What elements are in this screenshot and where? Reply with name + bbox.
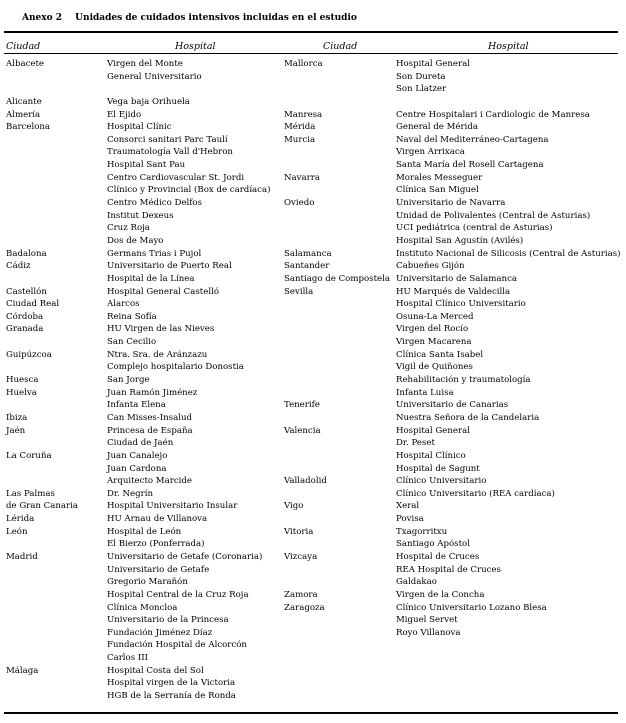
hospital-cell: Clínica Santa Isabel — [396, 349, 484, 360]
city-cell: Manresa — [284, 109, 323, 120]
hospital-cell: Txagorritxu — [396, 526, 448, 537]
city-cell — [284, 450, 390, 463]
city-cell — [284, 361, 390, 374]
hospital-cell: Vega baja Orihuela — [107, 96, 190, 107]
hospital-cell: Hospital Clínico — [396, 450, 466, 461]
city-cell: Salamanca — [284, 248, 332, 259]
city-cell: Vizcaya — [284, 551, 318, 562]
city-cell — [6, 361, 78, 374]
city-cell: Ibiza — [6, 412, 28, 423]
hospital-cell: Universitario de la Princesa — [107, 615, 229, 626]
city-cell: Santiago de Compostela — [284, 273, 390, 284]
city-cell — [6, 576, 78, 589]
city-cell: Santander — [284, 261, 330, 272]
hospital-cell: Rehabilitación y traumatología — [396, 375, 531, 386]
city-cell — [284, 488, 390, 501]
hospital-cell: General de Mérida — [396, 122, 478, 133]
hospital-cell: Hospital General — [396, 59, 470, 69]
city-cell — [6, 273, 78, 286]
hospital-cell: Infanta Luisa — [396, 387, 454, 398]
hospital-cell: Reina Sofía — [107, 311, 157, 322]
hospital-cell: Consorci sanitari Parc Taulí — [107, 134, 228, 145]
city-cell — [6, 437, 78, 450]
hospital-cell: Virgen del Rocío — [396, 324, 469, 335]
city-cell — [6, 146, 78, 159]
city-cell — [6, 235, 78, 248]
city-cell: Huesca — [6, 375, 39, 386]
hospital-cell: Universitario de Getafe — [107, 564, 210, 575]
hospital-cell: Clínica San Miguel — [396, 185, 479, 196]
hospital-cell: HGB de la Serranía de Ronda — [107, 691, 236, 702]
city-cell: Zaragoza — [284, 602, 325, 613]
hospital-cell: Hospital de la Línea — [107, 273, 195, 284]
city-cell — [6, 639, 78, 652]
hospital-cell: Universitario de Puerto Real — [107, 261, 232, 272]
header-hospital-right: Hospital — [488, 41, 529, 52]
hospital-cell: Osuna-La Merced — [396, 311, 474, 322]
city-cell — [284, 387, 390, 400]
hospital-cell: Hospital San Agustín (Avilés) — [396, 235, 524, 246]
hospital-cell: Hospital General Castelló — [107, 286, 219, 297]
hospital-cell: Instituto Nacional de Silicosis (Central de Asturias) — [396, 248, 621, 259]
hospital-cell: Hospital Sant Pau — [107, 160, 186, 171]
hospital-cell: Clínico Universitario Lozano Blesa — [396, 602, 547, 613]
hospital-cell: Royo Villanova — [396, 627, 461, 638]
hospital-cell: Nuestra Señora de la Candelaria — [396, 412, 540, 423]
hospital-cell: Virgen Arrixaca — [396, 147, 465, 158]
city-cell: Cádiz — [6, 261, 31, 272]
right-city-column — [284, 58, 390, 639]
city-cell — [284, 564, 390, 577]
city-cell — [284, 437, 390, 450]
city-cell — [284, 184, 390, 197]
city-cell — [6, 197, 78, 210]
city-cell: Guipúzcoa — [6, 349, 52, 360]
hospital-cell: Povisa — [396, 514, 424, 525]
hospital-cell: UCI pediátrica (central de Asturias) — [396, 223, 553, 234]
city-cell — [284, 349, 390, 362]
city-cell — [6, 475, 78, 488]
city-cell: Oviedo — [284, 198, 315, 209]
hospital-cell: Clínico Universitario (REA cardíaca) — [396, 488, 555, 499]
hospital-cell: Universitario de Getafe (Coronaria) — [107, 551, 263, 562]
city-cell: Murcia — [284, 134, 316, 145]
hospital-cell: Fundación Jiménez Díaz — [107, 627, 213, 638]
city-cell: Barcelona — [6, 122, 51, 133]
hospital-cell: San Jorge — [107, 375, 150, 386]
city-cell — [6, 463, 78, 476]
city-cell — [6, 172, 78, 185]
city-cell — [284, 614, 390, 627]
city-cell — [6, 614, 78, 627]
hospital-cell: Galdakao — [396, 577, 437, 588]
city-cell: Vigo — [284, 501, 304, 512]
hospital-cell: REA Hospital de Cruces — [396, 564, 501, 575]
city-cell — [284, 83, 390, 96]
city-cell — [284, 222, 390, 235]
city-cell — [6, 399, 78, 412]
hospital-cell: Clínico y Provincial (Box de cardíaca) — [107, 185, 271, 196]
hospital-cell: Cruz Roja — [107, 223, 150, 234]
city-cell — [284, 235, 390, 248]
city-cell: Ciudad Real — [6, 299, 60, 310]
left-city-column — [6, 58, 78, 703]
city-cell: Córdoba — [6, 311, 44, 322]
city-cell: Valladolid — [284, 476, 327, 487]
city-cell: Málaga — [6, 665, 39, 676]
hospital-cell — [107, 83, 270, 96]
hospital-cell: Centro Médico Delfos — [107, 198, 203, 209]
hospital-cell: Hospital de Cruces — [396, 551, 480, 562]
hospital-cell: Juan Cardona — [107, 463, 167, 474]
city-cell — [284, 513, 390, 526]
hospital-cell: Gregorio Marañón — [107, 577, 188, 588]
hospital-cell: General Universitario — [107, 71, 202, 82]
hospital-cell: Complejo hospitalario Donostia — [107, 362, 244, 373]
hospital-cell: Unidad de Polivalentes (Central de Asturias) — [396, 210, 591, 221]
header-city-right: Ciudad — [323, 41, 358, 52]
right-hospital-column — [396, 58, 621, 639]
city-cell — [6, 538, 78, 551]
hospital-cell: Ntra. Sra. de Aránzazu — [107, 349, 208, 360]
header-hospital-left: Hospital — [175, 41, 216, 52]
city-cell: Zamora — [284, 589, 318, 600]
city-cell — [6, 690, 78, 703]
top-rule — [4, 31, 618, 33]
hospital-cell: Virgen de la Concha — [396, 589, 485, 600]
hospital-cell: Universitario de Salamanca — [396, 273, 518, 284]
city-cell — [284, 159, 390, 172]
city-cell: Sevilla — [284, 286, 314, 297]
city-cell — [284, 96, 390, 109]
hospital-cell: Princesa de España — [107, 425, 193, 436]
bottom-rule — [4, 712, 618, 714]
city-cell: Tenerife — [284, 400, 320, 411]
city-cell — [6, 184, 78, 197]
annex-label: Anexo 2 — [22, 13, 63, 23]
city-cell: Mérida — [284, 122, 316, 133]
city-cell: Badalona — [6, 248, 47, 259]
city-cell — [284, 298, 390, 311]
hospital-cell: Ciudad de Jaén — [107, 438, 174, 449]
hospital-cell: San Cecilio — [107, 337, 157, 348]
city-cell — [6, 652, 78, 665]
hospital-cell: Miguel Servet — [396, 615, 458, 626]
city-cell — [6, 589, 78, 602]
city-cell — [6, 564, 78, 577]
hospital-cell: Virgen del Monte — [107, 59, 183, 69]
hospital-cell: Naval del Mediterráneo-Cartagena — [396, 134, 549, 145]
city-cell: Mallorca — [284, 59, 323, 69]
city-cell: Madrid — [6, 551, 38, 562]
city-cell — [6, 336, 78, 349]
hospital-cell: El Ejido — [107, 109, 142, 120]
hospital-cell: Carlos III — [107, 653, 149, 664]
city-cell — [6, 210, 78, 223]
hospital-cell: Juan Ramón Jiménez — [107, 387, 198, 398]
city-cell: Alicante — [6, 96, 42, 107]
city-cell: Lérida — [6, 514, 35, 525]
hospital-cell: Juan Canalejo — [107, 450, 168, 461]
hospital-cell: Can Misses-Insalud — [107, 412, 192, 423]
hospital-cell: Morales Messeguer — [396, 172, 483, 183]
city-cell — [6, 222, 78, 235]
hospital-cell: El Bierzo (Ponferrada) — [107, 539, 205, 550]
hospital-cell: Hospital de Sagunt — [396, 463, 480, 474]
hospital-cell: Hospital General — [396, 425, 470, 436]
hospital-cell: Santiago Apóstol — [396, 539, 470, 550]
hospital-cell: Xeral — [396, 501, 420, 512]
city-cell — [284, 311, 390, 324]
city-cell: Albacete — [6, 59, 45, 69]
hospital-cell: Son Dureta — [396, 71, 446, 82]
hospital-cell: Santa María del Rosell Cartagena — [396, 160, 544, 171]
hospital-cell: Hospital Costa del Sol — [107, 665, 204, 676]
city-cell — [284, 576, 390, 589]
hospital-cell: Centre Hospitalari i Cardiologic de Manresa — [396, 109, 590, 120]
city-cell: Almería — [6, 109, 41, 120]
hospital-cell: Hospital virgen de la Victoria — [107, 678, 236, 689]
hospital-cell: Institut Dexeus — [107, 210, 174, 221]
hospital-cell: Universitario de Canarias — [396, 400, 509, 411]
city-cell — [6, 677, 78, 690]
city-cell — [6, 627, 78, 640]
table-title — [22, 13, 357, 23]
city-cell — [284, 374, 390, 387]
city-cell — [284, 71, 390, 84]
hospital-cell: Clínica Moncloa — [107, 602, 178, 613]
annex-title-text: Unidades de cuidados intensivos incluidas en el estudio — [75, 13, 357, 23]
city-cell: Granada — [6, 324, 44, 335]
city-cell — [6, 159, 78, 172]
city-cell — [6, 602, 78, 615]
city-cell — [284, 210, 390, 223]
hospital-cell: Traumatología Vall d'Hebron — [107, 147, 233, 158]
hospital-cell: Son Llatzer — [396, 84, 447, 95]
hospital-cell: Dr. Negrín — [107, 488, 154, 499]
city-cell — [284, 463, 390, 476]
city-cell: Navarra — [284, 172, 320, 183]
hospital-cell: HU Marqués de Valdecilla — [396, 286, 511, 297]
hospital-cell — [396, 96, 621, 109]
city-cell: Valencia — [284, 425, 321, 436]
header-rule — [4, 53, 618, 54]
hospital-cell: Hospital Clínic — [107, 122, 172, 133]
hospital-cell: Fundación Hospital de Alcorcón — [107, 640, 247, 651]
hospital-cell: Hospital Central de la Cruz Roja — [107, 589, 249, 600]
city-cell — [6, 71, 78, 84]
city-cell — [284, 323, 390, 336]
city-cell — [284, 627, 390, 640]
hospital-cell: Centro Cardiovascular St. Jordi — [107, 172, 245, 183]
city-cell — [284, 336, 390, 349]
hospital-cell: Hospital de León — [107, 526, 182, 537]
hospital-cell: Infanta Elena — [107, 400, 166, 411]
hospital-cell: Dos de Mayo — [107, 235, 164, 246]
hospital-cell: Dr. Peset — [396, 438, 435, 449]
hospital-cell: Hospital Universitario Insular — [107, 501, 238, 512]
hospital-cell: Vigil de Quiñones — [396, 362, 473, 373]
hospital-cell: Hospital Clínico Universitario — [396, 299, 526, 310]
city-cell: Jaén — [6, 425, 26, 436]
city-cell — [284, 538, 390, 551]
hospital-cell: HU Virgen de las Nieves — [107, 324, 215, 335]
hospital-cell: Universitario de Navarra — [396, 198, 506, 209]
city-cell: Vitoria — [284, 526, 314, 537]
hospital-cell: Virgen Macarena — [396, 337, 472, 348]
hospital-cell: HU Arnau de Villanova — [107, 514, 208, 525]
city-cell — [284, 146, 390, 159]
city-cell — [284, 412, 390, 425]
hospital-cell: Arquitecto Marcide — [107, 476, 192, 487]
city-cell — [6, 134, 78, 147]
city-cell: de Gran Canaria — [6, 501, 79, 512]
hospital-cell: Germans Trias i Pujol — [107, 248, 202, 259]
city-cell — [6, 83, 78, 96]
city-cell: Huelva — [6, 387, 37, 398]
city-cell: Castellón — [6, 286, 47, 297]
city-cell: León — [6, 526, 28, 537]
header-city-left: Ciudad — [6, 41, 41, 52]
city-cell: Las Palmas — [6, 488, 55, 499]
hospital-cell: Alarcos — [107, 299, 140, 310]
hospital-cell: Cabueñes Gijón — [396, 261, 465, 272]
left-hospital-column — [107, 58, 270, 703]
city-cell: La Coruña — [6, 450, 52, 461]
hospital-cell: Clínico Universitario — [396, 476, 487, 487]
